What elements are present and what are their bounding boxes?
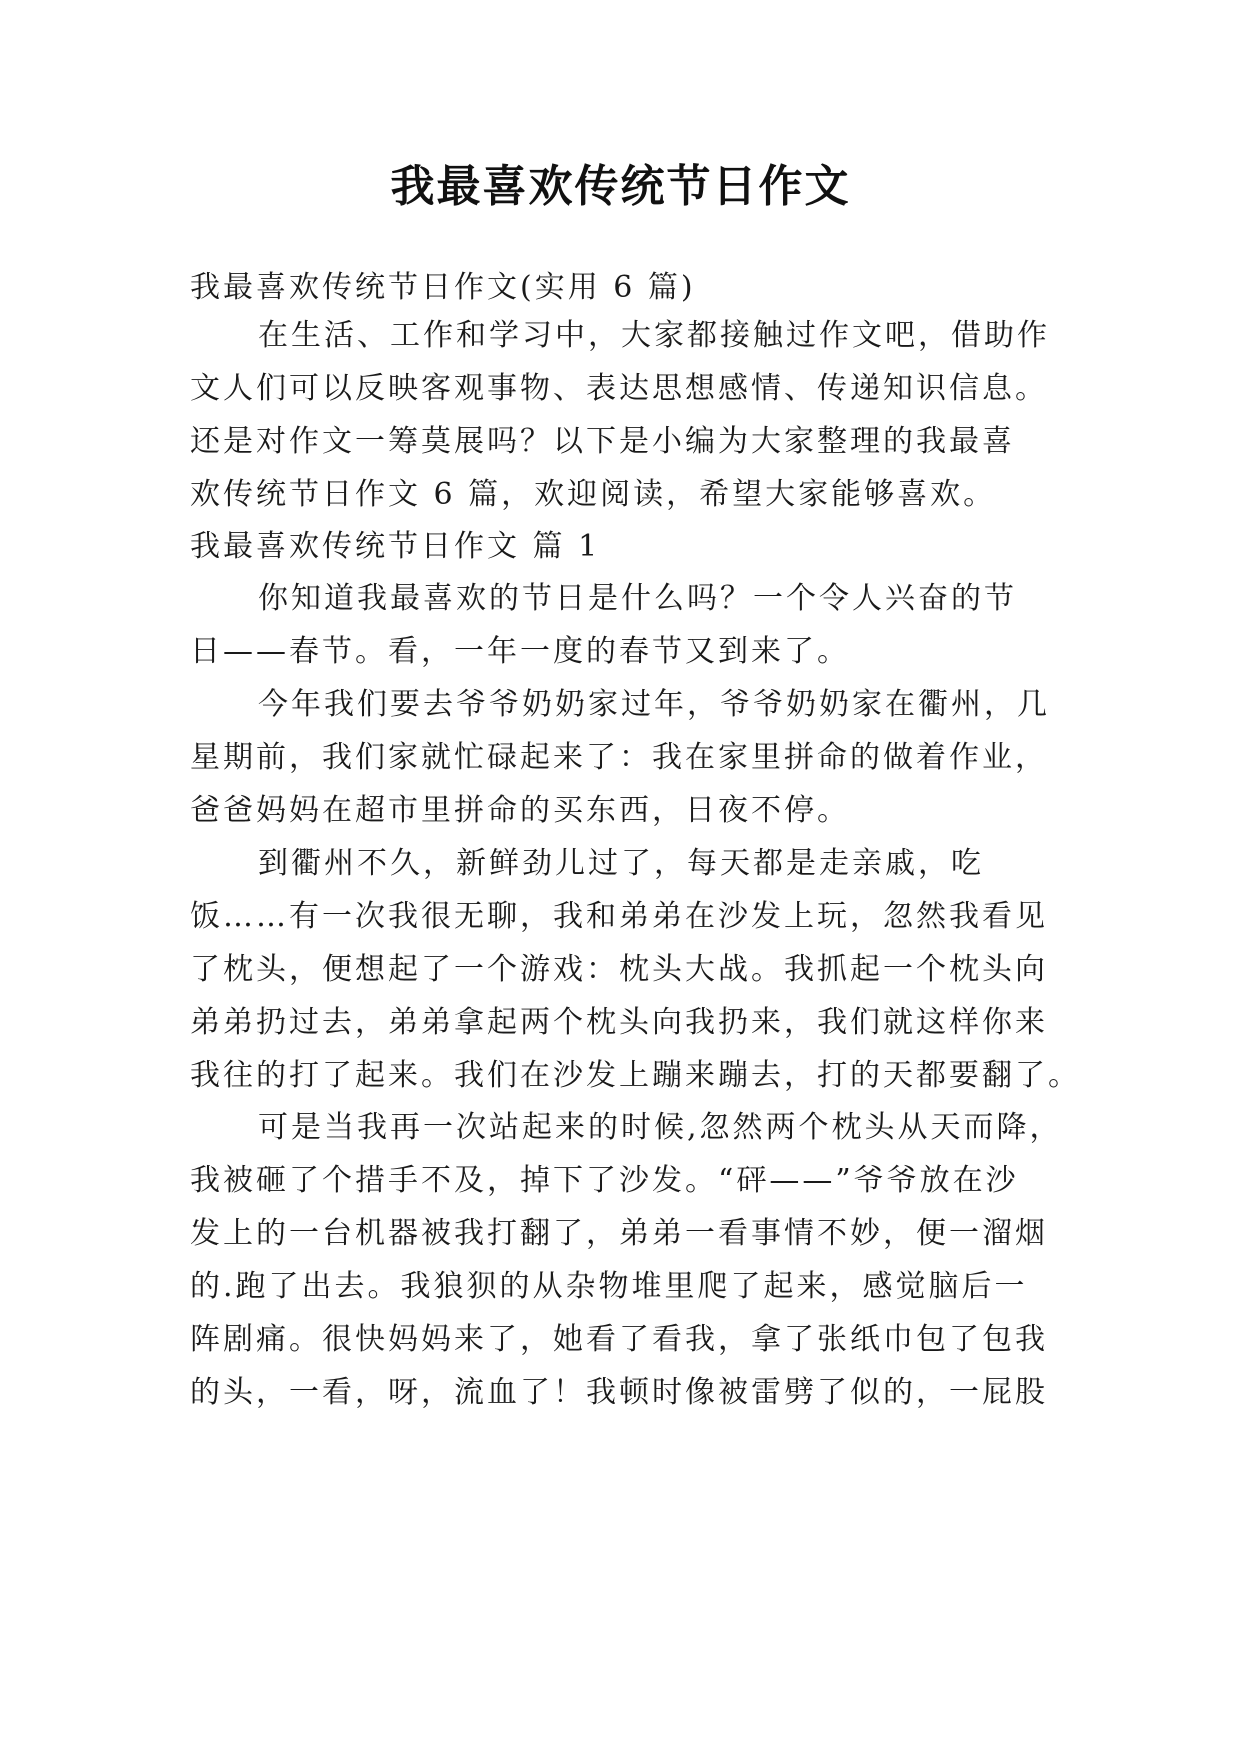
paragraph-line: 的.跑了出去。我狼狈的从杂物堆里爬了起来，感觉脑后一 (190, 1269, 1028, 1304)
document-subtitle: 我最喜欢传统节日作文(实用 6 篇) (190, 270, 696, 305)
document-title: 我最喜欢传统节日作文 (390, 161, 851, 212)
section-heading: 我最喜欢传统节日作文 篇 1 (190, 529, 601, 564)
paragraph-line: 发上的一台机器被我打翻了，弟弟一看事情不妙，便一溜烟 (190, 1216, 1048, 1251)
paragraph-line: 弟弟扔过去，弟弟拿起两个枕头向我扔来，我们就这样你来 (190, 1005, 1048, 1040)
paragraph-line: 我往的打了起来。我们在沙发上蹦来蹦去，打的天都要翻了。 (190, 1058, 1081, 1093)
paragraph-line: 我被砸了个措手不及，掉下了沙发。“砰——”爷爷放在沙 (190, 1163, 1019, 1198)
paragraph-line: 的头，一看，呀，流血了！我顿时像被雷劈了似的，一屁股 (190, 1375, 1048, 1410)
paragraph-line: 还是对作文一筹莫展吗？以下是小编为大家整理的我最喜 (190, 424, 1015, 459)
paragraph-line: 饭……有一次我很无聊，我和弟弟在沙发上玩，忽然我看见 (190, 899, 1048, 934)
paragraph-line: 阵剧痛。很快妈妈来了，她看了看我，拿了张纸巾包了包我 (190, 1322, 1048, 1357)
paragraph-line: 日——春节。看，一年一度的春节又到来了。 (190, 634, 850, 669)
paragraph-line: 文人们可以反映客观事物、表达思想感情、传递知识信息。 (190, 371, 1048, 406)
paragraph-line: 可是当我再一次站起来的时候,忽然两个枕头从天而降， (258, 1110, 1063, 1145)
paragraph-line: 到衢州不久，新鲜劲儿过了，每天都是走亲戚，吃 (258, 846, 984, 881)
paragraph-line: 了枕头，便想起了一个游戏：枕头大战。我抓起一个枕头向 (190, 952, 1048, 987)
paragraph-line: 欢传统节日作文 6 篇，欢迎阅读，希望大家能够喜欢。 (190, 477, 997, 512)
paragraph-line: 爸爸妈妈在超市里拼命的买东西，日夜不停。 (190, 793, 850, 828)
paragraph-line: 星期前，我们家就忙碌起来了：我在家里拼命的做着作业， (190, 740, 1048, 775)
paragraph-line: 你知道我最喜欢的节日是什么吗？一个令人兴奋的节 (258, 581, 1017, 616)
paragraph-line: 今年我们要去爷爷奶奶家过年，爷爷奶奶家在衢州，几 (258, 687, 1050, 722)
paragraph-line: 在生活、工作和学习中，大家都接触过作文吧，借助作 (258, 318, 1050, 353)
